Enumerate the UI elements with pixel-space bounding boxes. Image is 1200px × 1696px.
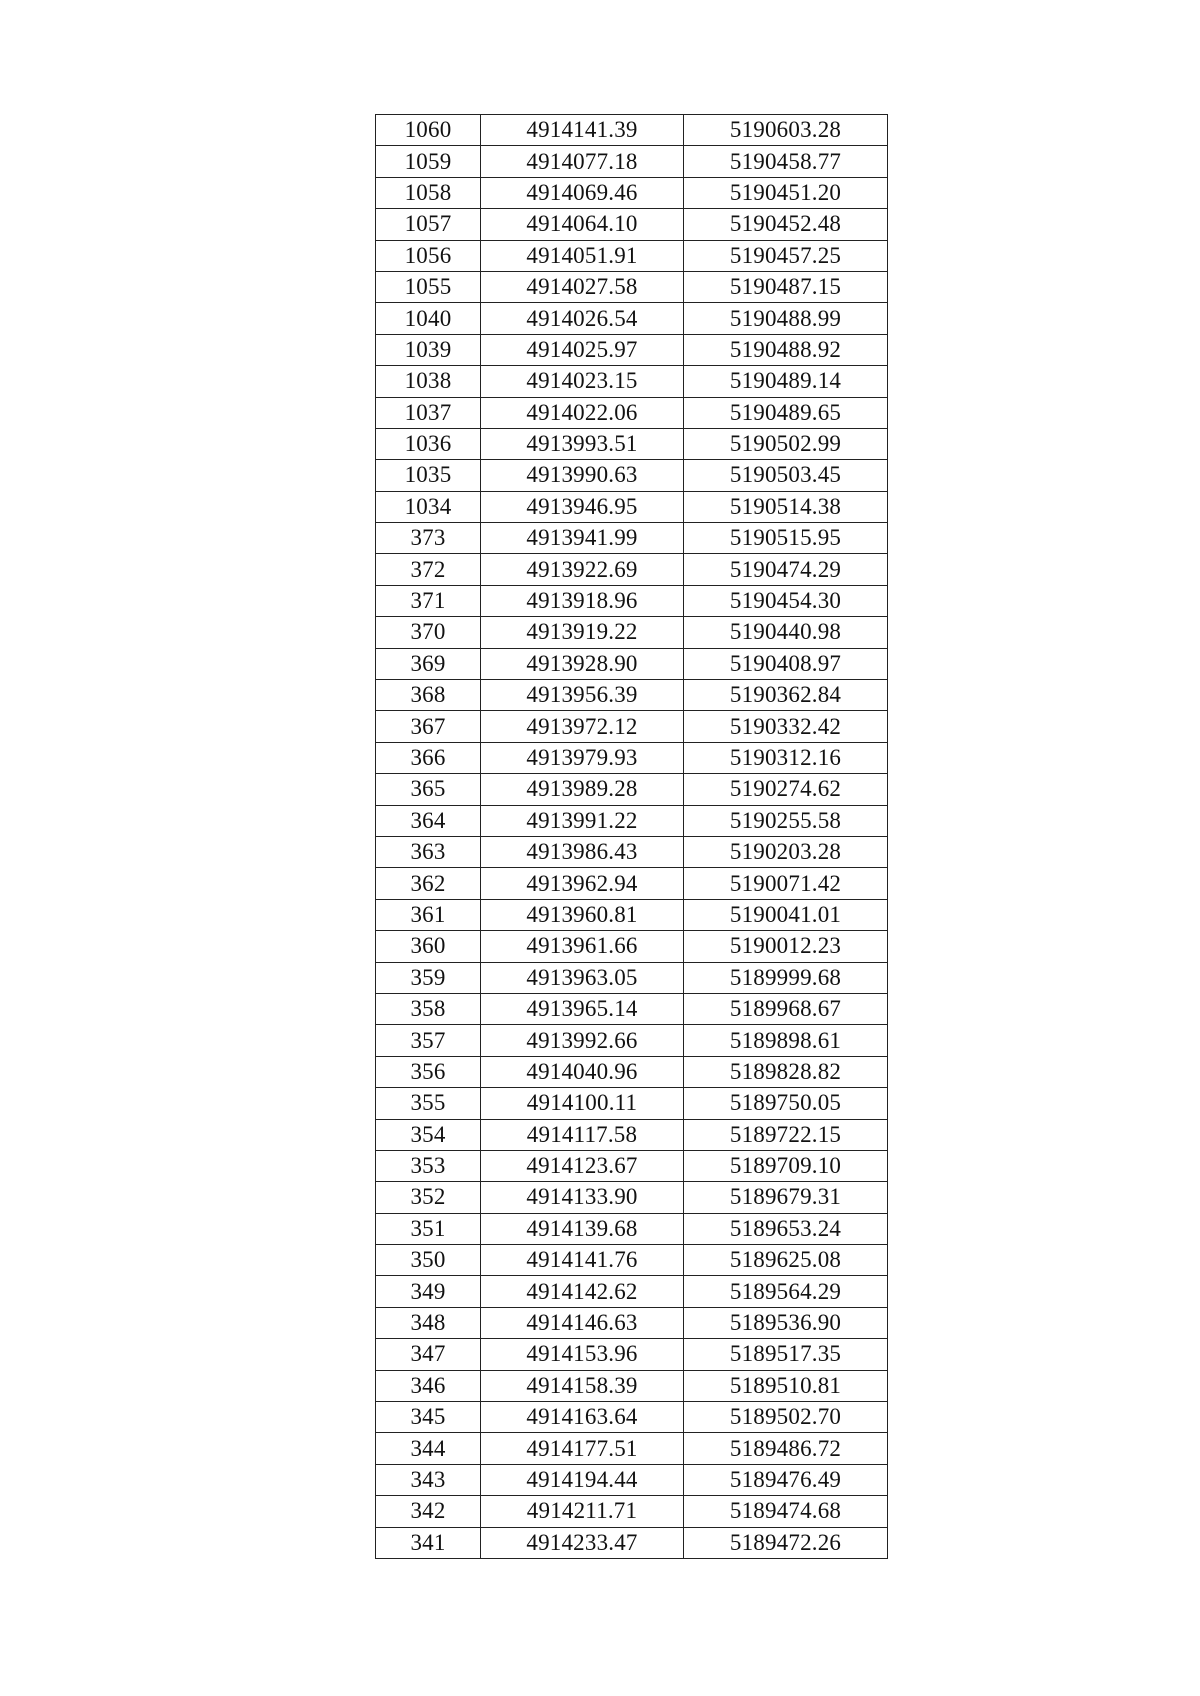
x-coordinate-cell: 4913962.94 — [481, 868, 684, 899]
y-coordinate-cell: 5189653.24 — [684, 1213, 888, 1244]
y-coordinate-cell: 5190255.58 — [684, 805, 888, 836]
point-number-cell: 345 — [376, 1402, 481, 1433]
table-row — [376, 774, 888, 805]
table-row — [376, 742, 888, 773]
table-row — [376, 1056, 888, 1087]
coordinates-table-body — [376, 115, 888, 1559]
table-row — [376, 491, 888, 522]
y-coordinate-cell: 5189536.90 — [684, 1307, 888, 1338]
point-number-cell: 344 — [376, 1433, 481, 1464]
point-number-cell: 349 — [376, 1276, 481, 1307]
y-coordinate-cell: 5190274.62 — [684, 774, 888, 805]
x-coordinate-cell: 4913972.12 — [481, 711, 684, 742]
point-number-cell: 365 — [376, 774, 481, 805]
table-row — [376, 962, 888, 993]
point-number-cell: 355 — [376, 1088, 481, 1119]
y-coordinate-cell: 5190071.42 — [684, 868, 888, 899]
table-row — [376, 115, 888, 146]
table-row — [376, 993, 888, 1024]
y-coordinate-cell: 5190503.45 — [684, 460, 888, 491]
y-coordinate-cell: 5190203.28 — [684, 836, 888, 867]
x-coordinate-cell: 4914051.91 — [481, 240, 684, 271]
x-coordinate-cell: 4913919.22 — [481, 617, 684, 648]
y-coordinate-cell: 5189510.81 — [684, 1370, 888, 1401]
x-coordinate-cell: 4913993.51 — [481, 428, 684, 459]
x-coordinate-cell: 4914153.96 — [481, 1339, 684, 1370]
table-row — [376, 146, 888, 177]
y-coordinate-cell: 5189722.15 — [684, 1119, 888, 1150]
y-coordinate-cell: 5190012.23 — [684, 931, 888, 962]
x-coordinate-cell: 4913989.28 — [481, 774, 684, 805]
x-coordinate-cell: 4914040.96 — [481, 1056, 684, 1087]
table-row — [376, 617, 888, 648]
table-row — [376, 1213, 888, 1244]
x-coordinate-cell: 4913979.93 — [481, 742, 684, 773]
x-coordinate-cell: 4913941.99 — [481, 523, 684, 554]
x-coordinate-cell: 4914194.44 — [481, 1464, 684, 1495]
y-coordinate-cell: 5190332.42 — [684, 711, 888, 742]
table-row — [376, 240, 888, 271]
table-row — [376, 899, 888, 930]
point-number-cell: 359 — [376, 962, 481, 993]
point-number-cell: 1034 — [376, 491, 481, 522]
y-coordinate-cell: 5189517.35 — [684, 1339, 888, 1370]
x-coordinate-cell: 4913960.81 — [481, 899, 684, 930]
y-coordinate-cell: 5190488.99 — [684, 303, 888, 334]
table-row — [376, 1496, 888, 1527]
y-coordinate-cell: 5190474.29 — [684, 554, 888, 585]
x-coordinate-cell: 4914123.67 — [481, 1150, 684, 1181]
point-number-cell: 354 — [376, 1119, 481, 1150]
point-number-cell: 348 — [376, 1307, 481, 1338]
table-row — [376, 554, 888, 585]
y-coordinate-cell: 5190458.77 — [684, 146, 888, 177]
point-number-cell: 363 — [376, 836, 481, 867]
x-coordinate-cell: 4914141.39 — [481, 115, 684, 146]
point-number-cell: 346 — [376, 1370, 481, 1401]
point-number-cell: 357 — [376, 1025, 481, 1056]
table-row — [376, 1370, 888, 1401]
point-number-cell: 362 — [376, 868, 481, 899]
y-coordinate-cell: 5189999.68 — [684, 962, 888, 993]
table-row — [376, 1402, 888, 1433]
y-coordinate-cell: 5190451.20 — [684, 177, 888, 208]
table-row — [376, 680, 888, 711]
x-coordinate-cell: 4913963.05 — [481, 962, 684, 993]
table-row — [376, 397, 888, 428]
point-number-cell: 352 — [376, 1182, 481, 1213]
table-row — [376, 1150, 888, 1181]
point-number-cell: 1059 — [376, 146, 481, 177]
x-coordinate-cell: 4913990.63 — [481, 460, 684, 491]
point-number-cell: 341 — [376, 1527, 481, 1558]
coordinates-table — [375, 114, 888, 1559]
x-coordinate-cell: 4914069.46 — [481, 177, 684, 208]
y-coordinate-cell: 5190408.97 — [684, 648, 888, 679]
table-row — [376, 585, 888, 616]
table-row — [376, 366, 888, 397]
x-coordinate-cell: 4913992.66 — [481, 1025, 684, 1056]
table-row — [376, 1527, 888, 1558]
y-coordinate-cell: 5189502.70 — [684, 1402, 888, 1433]
point-number-cell: 1036 — [376, 428, 481, 459]
point-number-cell: 1037 — [376, 397, 481, 428]
x-coordinate-cell: 4914163.64 — [481, 1402, 684, 1433]
point-number-cell: 353 — [376, 1150, 481, 1181]
point-number-cell: 1057 — [376, 209, 481, 240]
y-coordinate-cell: 5189679.31 — [684, 1182, 888, 1213]
table-row — [376, 1307, 888, 1338]
y-coordinate-cell: 5190041.01 — [684, 899, 888, 930]
y-coordinate-cell: 5190312.16 — [684, 742, 888, 773]
table-row — [376, 1464, 888, 1495]
table-row — [376, 523, 888, 554]
point-number-cell: 1055 — [376, 271, 481, 302]
y-coordinate-cell: 5190514.38 — [684, 491, 888, 522]
y-coordinate-cell: 5189564.29 — [684, 1276, 888, 1307]
table-row — [376, 868, 888, 899]
y-coordinate-cell: 5190502.99 — [684, 428, 888, 459]
table-row — [376, 931, 888, 962]
x-coordinate-cell: 4914211.71 — [481, 1496, 684, 1527]
x-coordinate-cell: 4914142.62 — [481, 1276, 684, 1307]
y-coordinate-cell: 5190487.15 — [684, 271, 888, 302]
x-coordinate-cell: 4914077.18 — [481, 146, 684, 177]
table-row — [376, 1182, 888, 1213]
x-coordinate-cell: 4914064.10 — [481, 209, 684, 240]
point-number-cell: 364 — [376, 805, 481, 836]
x-coordinate-cell: 4913961.66 — [481, 931, 684, 962]
x-coordinate-cell: 4913946.95 — [481, 491, 684, 522]
table-row — [376, 1276, 888, 1307]
point-number-cell: 1056 — [376, 240, 481, 271]
point-number-cell: 1040 — [376, 303, 481, 334]
table-row — [376, 209, 888, 240]
x-coordinate-cell: 4914158.39 — [481, 1370, 684, 1401]
x-coordinate-cell: 4913991.22 — [481, 805, 684, 836]
table-row — [376, 1025, 888, 1056]
point-number-cell: 370 — [376, 617, 481, 648]
y-coordinate-cell: 5190457.25 — [684, 240, 888, 271]
y-coordinate-cell: 5189625.08 — [684, 1245, 888, 1276]
y-coordinate-cell: 5189968.67 — [684, 993, 888, 1024]
y-coordinate-cell: 5189486.72 — [684, 1433, 888, 1464]
y-coordinate-cell: 5189474.68 — [684, 1496, 888, 1527]
point-number-cell: 342 — [376, 1496, 481, 1527]
y-coordinate-cell: 5189898.61 — [684, 1025, 888, 1056]
table-row — [376, 836, 888, 867]
table-row — [376, 177, 888, 208]
table-row — [376, 711, 888, 742]
y-coordinate-cell: 5190515.95 — [684, 523, 888, 554]
table-row — [376, 1119, 888, 1150]
x-coordinate-cell: 4913956.39 — [481, 680, 684, 711]
x-coordinate-cell: 4914133.90 — [481, 1182, 684, 1213]
y-coordinate-cell: 5190452.48 — [684, 209, 888, 240]
x-coordinate-cell: 4913922.69 — [481, 554, 684, 585]
y-coordinate-cell: 5190362.84 — [684, 680, 888, 711]
x-coordinate-cell: 4914026.54 — [481, 303, 684, 334]
point-number-cell: 1035 — [376, 460, 481, 491]
table-row — [376, 1433, 888, 1464]
y-coordinate-cell: 5190454.30 — [684, 585, 888, 616]
point-number-cell: 369 — [376, 648, 481, 679]
point-number-cell: 351 — [376, 1213, 481, 1244]
x-coordinate-cell: 4913918.96 — [481, 585, 684, 616]
y-coordinate-cell: 5189828.82 — [684, 1056, 888, 1087]
point-number-cell: 371 — [376, 585, 481, 616]
point-number-cell: 356 — [376, 1056, 481, 1087]
point-number-cell: 1060 — [376, 115, 481, 146]
table-row — [376, 1339, 888, 1370]
table-row — [376, 1088, 888, 1119]
table-row — [376, 271, 888, 302]
x-coordinate-cell: 4914177.51 — [481, 1433, 684, 1464]
x-coordinate-cell: 4914025.97 — [481, 334, 684, 365]
point-number-cell: 368 — [376, 680, 481, 711]
x-coordinate-cell: 4914022.06 — [481, 397, 684, 428]
point-number-cell: 366 — [376, 742, 481, 773]
x-coordinate-cell: 4914023.15 — [481, 366, 684, 397]
point-number-cell: 372 — [376, 554, 481, 585]
point-number-cell: 373 — [376, 523, 481, 554]
y-coordinate-cell: 5190489.65 — [684, 397, 888, 428]
y-coordinate-cell: 5189750.05 — [684, 1088, 888, 1119]
table-row — [376, 648, 888, 679]
point-number-cell: 1038 — [376, 366, 481, 397]
y-coordinate-cell: 5190440.98 — [684, 617, 888, 648]
table-row — [376, 428, 888, 459]
table-row — [376, 1245, 888, 1276]
x-coordinate-cell: 4914139.68 — [481, 1213, 684, 1244]
point-number-cell: 343 — [376, 1464, 481, 1495]
x-coordinate-cell: 4913928.90 — [481, 648, 684, 679]
point-number-cell: 1058 — [376, 177, 481, 208]
x-coordinate-cell: 4914027.58 — [481, 271, 684, 302]
point-number-cell: 358 — [376, 993, 481, 1024]
table-row — [376, 805, 888, 836]
y-coordinate-cell: 5189476.49 — [684, 1464, 888, 1495]
y-coordinate-cell: 5190603.28 — [684, 115, 888, 146]
y-coordinate-cell: 5189472.26 — [684, 1527, 888, 1558]
x-coordinate-cell: 4913986.43 — [481, 836, 684, 867]
table-row — [376, 334, 888, 365]
table-row — [376, 460, 888, 491]
point-number-cell: 361 — [376, 899, 481, 930]
point-number-cell: 347 — [376, 1339, 481, 1370]
x-coordinate-cell: 4913965.14 — [481, 993, 684, 1024]
y-coordinate-cell: 5190488.92 — [684, 334, 888, 365]
table-row — [376, 303, 888, 334]
x-coordinate-cell: 4914141.76 — [481, 1245, 684, 1276]
point-number-cell: 367 — [376, 711, 481, 742]
x-coordinate-cell: 4914146.63 — [481, 1307, 684, 1338]
point-number-cell: 360 — [376, 931, 481, 962]
x-coordinate-cell: 4914100.11 — [481, 1088, 684, 1119]
point-number-cell: 1039 — [376, 334, 481, 365]
y-coordinate-cell: 5190489.14 — [684, 366, 888, 397]
y-coordinate-cell: 5189709.10 — [684, 1150, 888, 1181]
point-number-cell: 350 — [376, 1245, 481, 1276]
x-coordinate-cell: 4914117.58 — [481, 1119, 684, 1150]
x-coordinate-cell: 4914233.47 — [481, 1527, 684, 1558]
